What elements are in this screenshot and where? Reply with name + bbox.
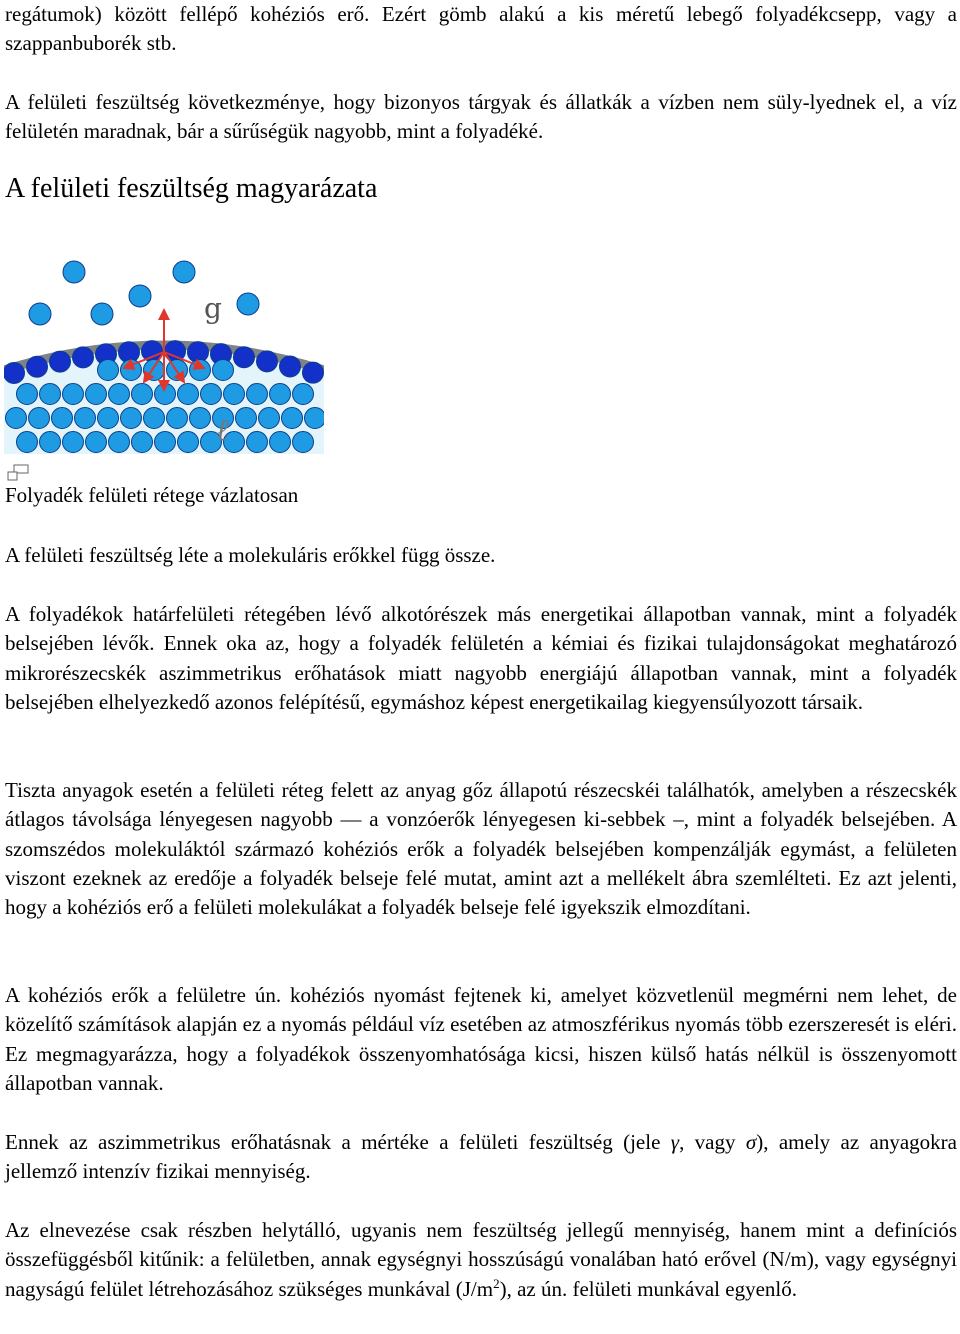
surface-molecule — [50, 351, 71, 372]
liquid-molecule — [201, 384, 222, 405]
liquid-molecule — [98, 360, 119, 381]
liquid-molecule — [247, 384, 268, 405]
liquid-molecule — [75, 408, 96, 429]
surface-molecule — [27, 356, 48, 377]
vapor-molecule — [129, 285, 151, 307]
sigma-symbol: σ — [745, 1130, 757, 1154]
liquid-molecule — [236, 408, 257, 429]
liquid-molecule — [132, 384, 153, 405]
liquid-molecule — [17, 384, 38, 405]
surface-molecule — [73, 347, 94, 368]
liquid-molecule — [86, 432, 107, 453]
liquid-molecule — [293, 432, 314, 453]
liquid-molecule — [224, 384, 245, 405]
liquid-molecule — [167, 408, 188, 429]
vapor-molecule — [91, 303, 113, 325]
vapor-molecule — [29, 303, 51, 325]
liquid-molecule — [259, 408, 280, 429]
liquid-molecule — [109, 384, 130, 405]
naming-text-a: Az elnevezése csak részben helytálló, ugyanis nem feszültség jellegű mennyiség, hanem mint a definíciós összefüggésből kitűnik: a felületben, annak egységnyi hosszúságú vonalában ható erővel (N/m), vagy egységnyi nagyságú felület létrehozásához szükséges munkával (J/m — [5, 1218, 957, 1301]
liquid-molecule — [109, 432, 130, 453]
liquid-molecule — [213, 360, 234, 381]
paragraph-energy: A folyadékok határfelületi rétegében lévő alkotórészek más energetikai állapotban vannak, mint a folyadék belsejében lévők. Ennek oka az, hogy a folyadék felületén a kémiai és fizikai tulajdonságokat meghatározó mikrorészecskék aszimmetrikus erőhatások miatt nagyobb energiájú állapotban vannak, mint a folyadék belsejében elhelyezkedő azonos felépítésű, egymáshoz képest energetikailag kiegyensúlyozott társaik. — [5, 602, 957, 714]
vapor-molecule — [173, 261, 195, 283]
gravity-label: g — [204, 292, 222, 325]
liquid-molecule — [29, 408, 50, 429]
paragraph-pressure: A kohéziós erők a felületre ún. kohéziós nyomást fejtenek ki, amelyet közvetlenül megmérni nem lehet, de közelítő számítások alapján ez a nyomás például víz esetében az atmoszférikus nyomás több ezerszeresét is eléri. Ez megmagyarázza, hogy a folyadékok összenyomhatósága kicsi, hiszen külső hatás nélkül is összenyomott állapotban vannak. — [5, 983, 957, 1095]
liquid-molecule — [6, 408, 27, 429]
liquid-molecule — [132, 432, 153, 453]
paragraph-symbol — [5, 1128, 957, 1187]
paragraph-naming — [5, 1216, 957, 1304]
liquid-molecule — [270, 432, 291, 453]
liquid-molecule — [270, 384, 291, 405]
symbol-text-a: Ennek az aszimmetrikus erőhatásnak a mértéke a felületi feszültség (jele — [5, 1130, 671, 1154]
liquid-molecule — [178, 432, 199, 453]
vapor-molecule — [237, 293, 259, 315]
liquid-molecule — [144, 408, 165, 429]
surface-molecule — [280, 356, 301, 377]
liquid-molecule — [40, 384, 61, 405]
liquid-molecule — [293, 384, 314, 405]
liquid-molecule — [86, 384, 107, 405]
surface-molecule — [257, 351, 278, 372]
paragraph-consequence: A felületi feszültség következménye, hogy bizonyos tárgyak és állatkák a vízben nem süly-lyednek el, a víz felületén maradnak, bár a sűrűségük nagyobb, mint a folyadéké. — [5, 90, 957, 144]
liquid-molecule — [121, 408, 142, 429]
section-heading: A felületi feszültség magyarázata — [5, 173, 378, 204]
paragraph-intro-end: regátumok) között fellépő kohéziós erő. Ezért gömb alakú a kis méretű lebegő folyadékcsepp, vagy a szappanbuborék stb. — [5, 2, 957, 56]
liquid-molecule — [190, 408, 211, 429]
vapor-molecule — [63, 261, 85, 283]
liquid-molecule — [63, 384, 84, 405]
liquid-molecule — [305, 408, 325, 429]
liquid-molecule — [178, 384, 199, 405]
image-placeholder-icon — [6, 463, 30, 483]
liquid-molecule — [63, 432, 84, 453]
liquid-molecule — [52, 408, 73, 429]
surface-molecule — [303, 362, 324, 383]
symbol-text-c: ), amely az anyagokra jellemző intenzív fizikai mennyiség. — [5, 1130, 957, 1184]
surface-molecule — [234, 347, 255, 368]
figure-caption: Folyadék felületi rétege vázlatosan — [5, 483, 299, 507]
liquid-molecule — [282, 408, 303, 429]
liquid-molecule — [98, 408, 119, 429]
paragraph-molecular: A felületi feszültség léte a molekuláris erőkkel függ össze. — [5, 543, 496, 567]
vapor-molecules — [29, 261, 259, 325]
naming-text-b: ), az ún. felületi munkával egyenlő. — [499, 1276, 797, 1301]
liquid-molecule — [17, 432, 38, 453]
gamma-symbol: γ — [670, 1130, 680, 1154]
surface-molecule — [4, 362, 25, 383]
liquid-molecule — [155, 432, 176, 453]
liquid-molecule — [40, 432, 61, 453]
liquid-label: ℓ — [216, 413, 229, 448]
liquid-molecule — [247, 432, 268, 453]
superscript-two: 2 — [493, 1275, 500, 1291]
paragraph-vapor: Tiszta anyagok esetén a felületi réteg felett az anyag gőz állapotú részecskéi találhatók, amelyben a részecskék átlagos távolsága lényegesen nagyobb — a vonzóerők lényegesen ki-sebbek –, mint a folyadék belsejében. A szomszédos molekuláktól származó kohéziós erők a folyadék belsejében kompenzálják egymást, a felületen viszont ezeknek az eredője a folyadék belseje felé mutat, amint azt a mellékelt ábra szemlélteti. Ez azt jelenti, hogy a kohéziós erő a felületi molekulákat a folyadék belseje felé igyekszik elmozdítani. — [5, 778, 957, 920]
surface-layer-figure — [4, 252, 324, 454]
symbol-text-b: , vagy — [679, 1130, 746, 1154]
